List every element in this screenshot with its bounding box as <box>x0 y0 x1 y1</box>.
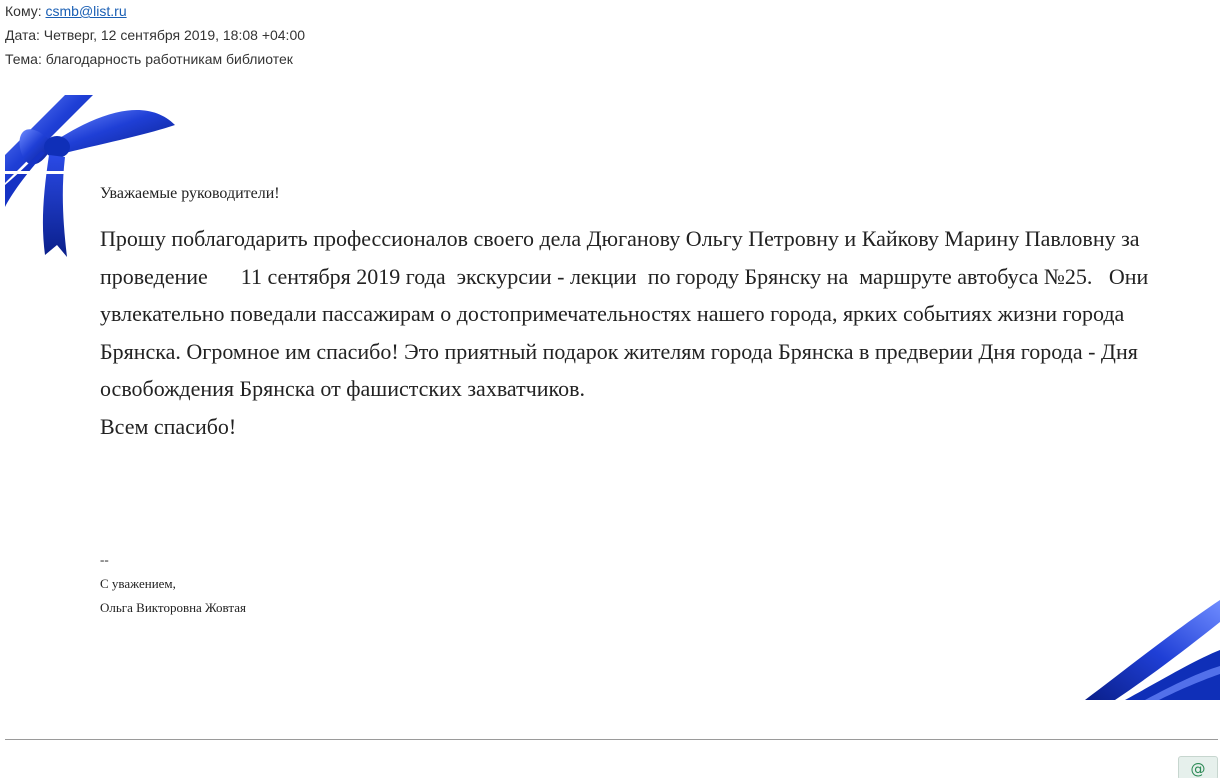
signature-separator: -- <box>100 552 109 567</box>
email-date-line <box>5 27 305 43</box>
greeting-text: Уважаемые руководители! <box>100 185 280 202</box>
signature-block <box>100 548 246 620</box>
signature-name: Ольга Викторовна Жовтая <box>100 600 246 615</box>
subject-label: Тема: <box>5 51 42 67</box>
signature-regards: С уважением, <box>100 576 176 591</box>
footer-divider <box>5 739 1218 740</box>
main-paragraph: Прошу поблагодарить профессионалов своего дела Дюганову Ольгу Петровну и Кайкову Марину Павловну за проведение 11 сентября 2019 года экскурсии - лекции по городу Брянску на маршруте автобуса №25. Они увлекательно поведали пассажирам о достопримечательностях нашего города, ярких событиях жизни города Брянска. Огромное им спасибо! Это приятный подарок жителям города Брянска в предверии Дня города - Дня освобождения Брянска от фашистских захватчиков. <box>100 226 1154 401</box>
at-sign-icon: @ <box>1190 760 1206 778</box>
subject-value: благодарность работникам библиотек <box>45 51 293 67</box>
to-label: Кому: <box>5 3 42 19</box>
closing-text: Всем спасибо! <box>100 413 237 439</box>
ribbon-corner-decoration <box>1085 600 1220 702</box>
date-value: Четверг, 12 сентября 2019, 18:08 +04:00 <box>43 27 306 43</box>
at-sign-button[interactable] <box>1178 756 1218 778</box>
date-label: Дата: <box>5 27 40 43</box>
email-to-line <box>5 3 127 19</box>
letter-body <box>100 182 1190 445</box>
email-subject-line <box>5 51 293 67</box>
recipient-email-link[interactable]: csmb@list.ru <box>45 3 127 19</box>
